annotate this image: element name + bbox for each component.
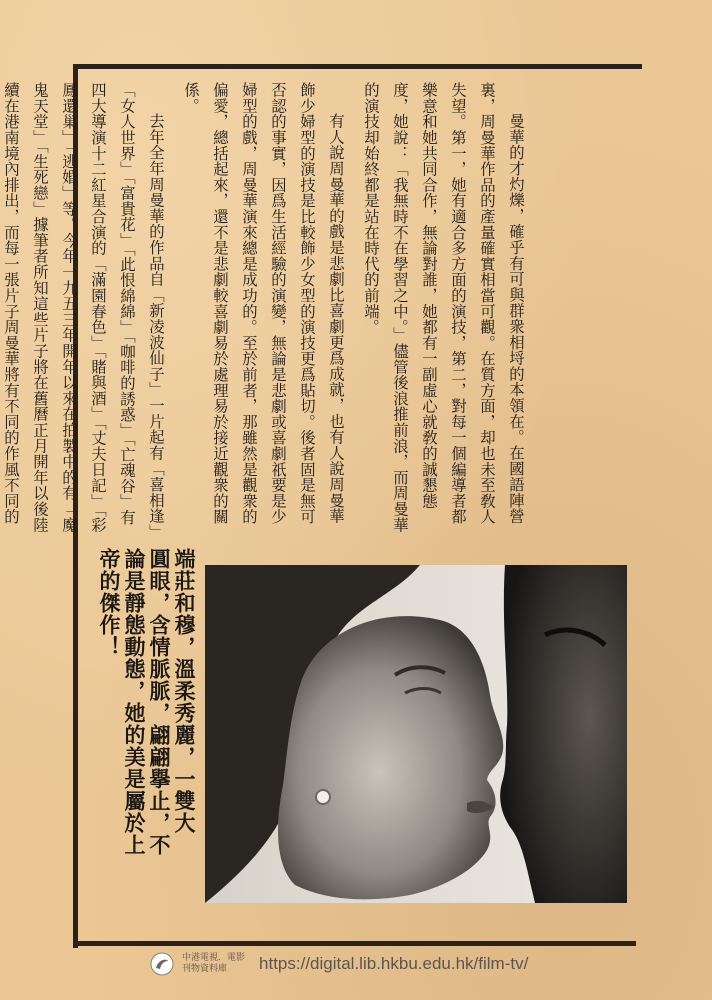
film-still-illustration bbox=[205, 565, 627, 903]
archive-logo-line-1: 中港電視．電影 bbox=[182, 953, 246, 963]
archive-url[interactable]: https://digital.lib.hkbu.edu.hk/film-tv/ bbox=[259, 954, 529, 973]
article-paragraph-3: 去年全年周曼華的作品自「新凌波仙子」一片起有「喜相逢」「女人世界」「富貴花」「此恨綿綿」「咖啡的誘惑」「亡魂谷」有四大導演十二紅星合演的「滿園春色」「賭與酒」「丈夫日記」「彩鳳還巢」「逃婚」等。今年一九五三年開年以來在拍製中的有「魔鬼天堂」「生死戀」據筆者所知這些片子將在舊曆正月開年以後陸續在港南境內排出，而每一張片子周曼華將有不同的作風不同的 bbox=[2, 82, 165, 533]
article-paragraph-1: 曼華的才灼爍，確乎有可與群衆相埒的本領在。在國語陣營裏，周曼華作品的產量確實相當可觀。在質方面，却也未至敎人失望。第一，她有適合多方面的演技，第二，對每一個編導者都樂意和她共同合作，無論對誰，她都有一副虛心就敎的誠懇態度，她說：「我無時不在學習之中。」儘管後浪推前浪，而周曼華的演技却始終都是站在時代的前端。 bbox=[362, 82, 525, 533]
photo-caption bbox=[86, 548, 196, 928]
article-paragraph-2: 有人說周曼華的戲是悲劇比喜劇更爲成就，也有人說周曼華飾少婦型的演技是比較飾少女型的演技更爲貼切。後者固是無可否認的事實，因爲生活經驗的演變，無論是悲劇或喜劇祇要是少婦型的戲，周曼華演來總是成功的。至於前者，那雖然是觀衆的偏愛，總括起來，還不是悲劇較喜劇易於處理易於接近觀衆的關係。 bbox=[182, 82, 345, 525]
caption-line-4: 帝的傑作！ bbox=[97, 548, 121, 658]
film-still-photo bbox=[205, 565, 627, 903]
caption-line-1: 端莊和穆，溫柔秀麗，一雙大 bbox=[172, 548, 196, 834]
archive-footer bbox=[150, 946, 570, 982]
top-border-rule bbox=[76, 64, 642, 69]
archive-logo-text bbox=[182, 953, 245, 975]
archive-logo-line-2: 刊物資料庫 bbox=[182, 964, 228, 974]
caption-line-3: 論是靜態動態，她的美是屬於上 bbox=[122, 548, 146, 856]
archive-logo-icon bbox=[150, 952, 174, 976]
caption-line-2: 圓眼，含情脈脈，翩翩擧止，不 bbox=[147, 548, 171, 856]
article-body bbox=[2, 82, 530, 537]
